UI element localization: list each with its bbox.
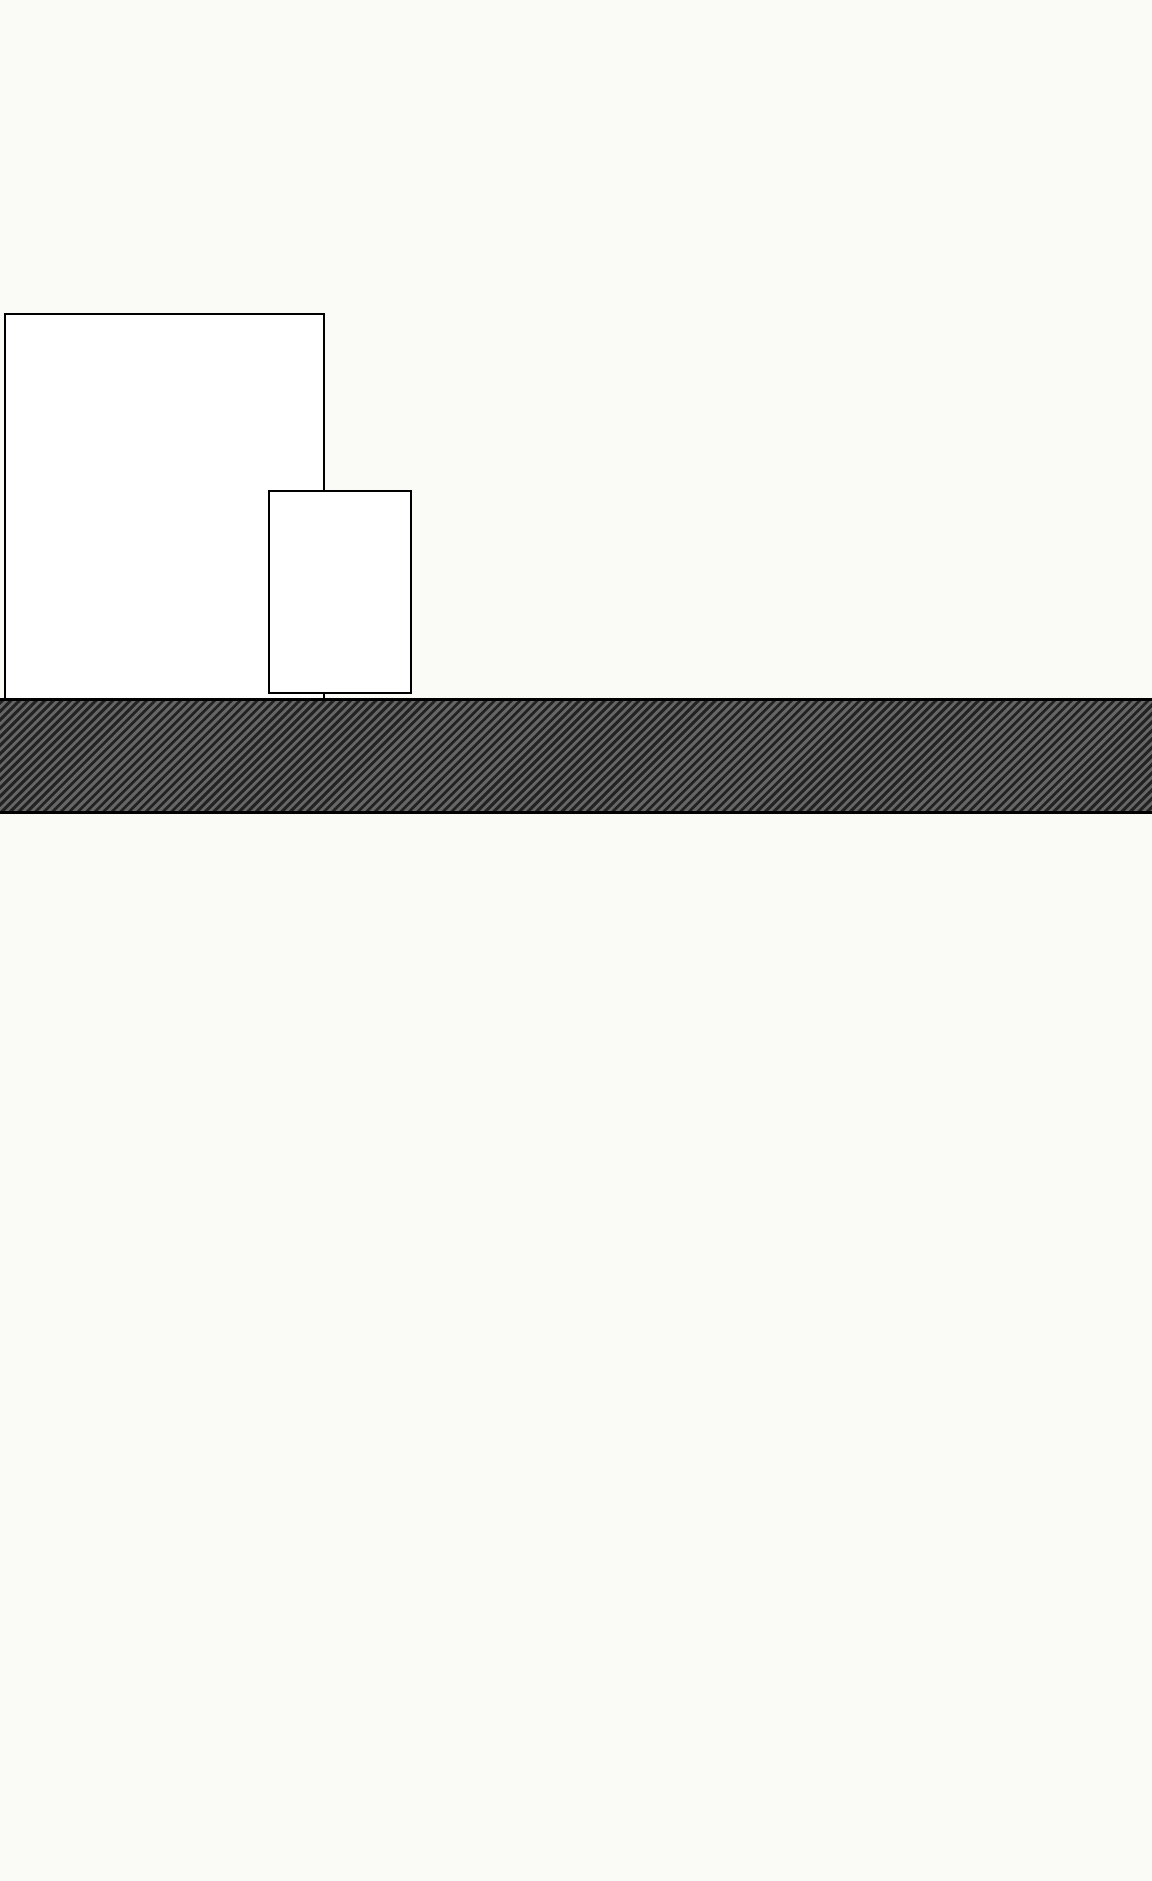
bloomfield-firewood-ad [268, 490, 412, 694]
service-guide-banner [0, 698, 1152, 814]
service-guide-title [230, 719, 930, 777]
service-guide-section [4, 820, 1148, 1870]
furniture-brands [6, 321, 323, 329]
running-head [6, 4, 1146, 18]
